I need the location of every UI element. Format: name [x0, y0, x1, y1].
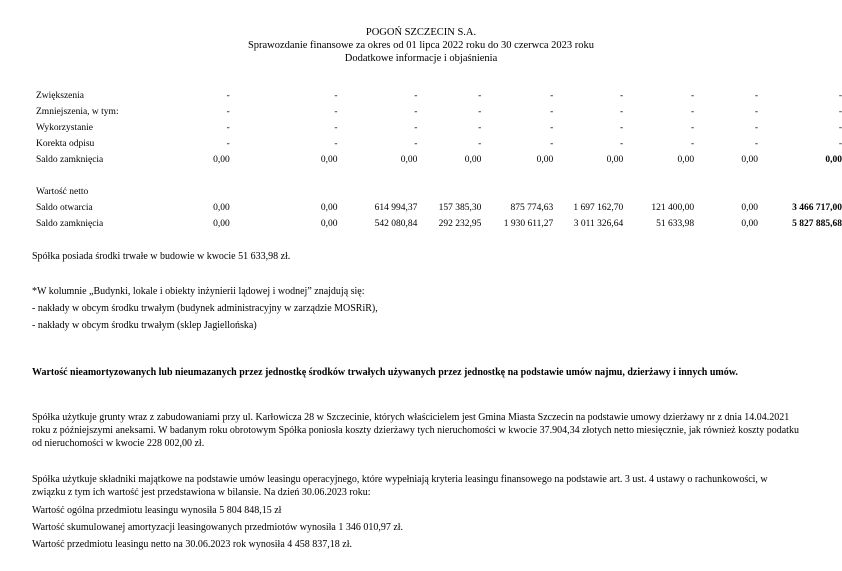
cell: - — [838, 123, 842, 133]
cell: 0,00 — [536, 155, 554, 165]
cell: 51 633,98 — [656, 219, 695, 229]
cell: - — [478, 107, 482, 117]
table-row — [30, 200, 842, 216]
footnote-item: - nakłady w obcym środku trwałym (budynek administracyjny w zarządzie MOSRiR), — [32, 303, 378, 314]
cell: 0,00 — [464, 155, 482, 165]
report-header — [0, 26, 842, 65]
report-title: Sprawozdanie finansowe za okres od 01 lipca 2022 roku do 30 czerwca 2023 roku — [247, 40, 595, 51]
row-label: Korekta odpisu — [36, 139, 95, 149]
cell: - — [550, 107, 554, 117]
cell: - — [690, 123, 695, 133]
cell: - — [754, 107, 759, 117]
section-title: Dodatkowe informacje i objaśnienia — [344, 53, 498, 64]
cell: 121 400,00 — [651, 203, 695, 213]
net-value-label: Wartość netto — [36, 187, 89, 197]
cell: - — [478, 139, 482, 149]
cell: 0,00 — [400, 155, 418, 165]
cell: - — [754, 123, 759, 133]
cell: - — [754, 91, 759, 101]
cell: - — [838, 91, 842, 101]
table-row — [30, 152, 842, 168]
lease-total-value: Wartość ogólna przedmiotu leasingu wynosiła 5 804 848,15 zł — [32, 505, 282, 516]
rows-top — [30, 88, 842, 232]
construction-note: Spółka posiada środki trwałe w budowie w kwocie 51 633,98 zł. — [32, 251, 291, 262]
cell: - — [620, 91, 624, 101]
cell: - — [690, 91, 695, 101]
cell: - — [334, 139, 338, 149]
cell: - — [414, 123, 418, 133]
cell: 0,00 — [606, 155, 624, 165]
cell: 0,00 — [213, 155, 230, 165]
cell: - — [550, 123, 554, 133]
cell: 3 011 326,64 — [573, 219, 624, 229]
cell: 0,00 — [320, 219, 338, 229]
cell: 614 994,37 — [374, 203, 418, 213]
cell: 0,00 — [677, 155, 695, 165]
lease-paragraph-1: Spółka użytkuje grunty wraz z zabudowaniami przy ul. Karłowicza 28 w Szczecinie, których właścicielem jest Gmina Miasta Szczecin na podstawie umowy dzierżawy nr z dnia 14.04.2021 roku z późniejszymi aneksami. W badanym roku obrotowym Spółka poniosła koszty dzierżawy tych nieruchomości w kwocie 37.904,34 złotych netto miesięcznie, jak również koszty podatku od nieruchomości w kwocie 228 002,00 zł. — [32, 412, 799, 449]
cell: - — [690, 107, 695, 117]
lease-net-value: Wartość przedmiotu leasingu netto na 30.06.2023 rok wynosiła 4 458 837,18 zł. — [32, 539, 352, 550]
cell: 1 697 162,70 — [573, 203, 624, 213]
cell: 292 232,95 — [438, 219, 482, 229]
cell: - — [334, 107, 338, 117]
table-row — [30, 104, 842, 120]
cell: 157 385,30 — [438, 203, 482, 213]
cell: 0,00 — [320, 203, 338, 213]
cell: - — [550, 91, 554, 101]
cell: - — [334, 91, 338, 101]
row-label: Saldo otwarcia — [36, 203, 93, 213]
footnote — [32, 283, 802, 334]
cell: - — [414, 107, 418, 117]
table-row — [30, 216, 842, 232]
cell-total: 0,00 — [825, 155, 842, 165]
row-label: Saldo zamknięcia — [36, 155, 104, 165]
lease-heading: Wartość nieamortyzowanych lub nieumazanych przez jednostkę środków trwałych używanych przez jednostkę na podstawie umów najmu, dzierżawy i innych umów. — [32, 367, 738, 378]
cell: - — [478, 123, 482, 133]
cell: 0,00 — [213, 203, 230, 213]
cell: - — [690, 139, 695, 149]
cell: - — [620, 107, 624, 117]
footnote-title: *W kolumnie „Budynki, lokale i obiekty inżynierii lądowej i wodnej” znajdują się: — [32, 286, 365, 297]
cell: 542 080,84 — [374, 219, 418, 229]
lease-values — [32, 502, 802, 553]
table-row — [30, 184, 842, 200]
cell: - — [620, 139, 624, 149]
cell: - — [334, 123, 338, 133]
cell: - — [620, 123, 624, 133]
cell: 0,00 — [741, 219, 759, 229]
row-label: Wykorzystanie — [36, 123, 93, 133]
cell: 1 930 611,27 — [503, 219, 554, 229]
footnote-item: - nakłady w obcym środku trwałym (sklep Jagiellońska) — [32, 320, 257, 331]
cell: - — [478, 91, 482, 101]
table-row — [30, 88, 842, 104]
cell: - — [226, 123, 230, 133]
company-name: POGOŃ SZCZECIN S.A. — [365, 27, 477, 38]
cell: 0,00 — [741, 155, 759, 165]
cell: - — [414, 139, 418, 149]
lease-depreciation: Wartość skumulowanej amortyzacji leasingowanych przedmiotów wynosiła 1 346 010,97 zł. — [32, 522, 404, 533]
cell: - — [838, 107, 842, 117]
cell: - — [226, 107, 230, 117]
cell: - — [550, 139, 554, 149]
cell-total: 5 827 885,68 — [792, 219, 842, 229]
cell: 0,00 — [320, 155, 338, 165]
spacer-row — [30, 168, 842, 184]
lease-paragraph-2: Spółka użytkuje składniki majątkowe na podstawie umów leasingu operacyjnego, które wypełniają kryteria leasingu finansowego na podstawie art. 3 ust. 4 ustawy o rachunkowości, w związku z tym ich wartość jest przedstawiona w bilansie. Na dzień 30.06.2023 roku: — [32, 474, 768, 498]
cell: - — [754, 139, 759, 149]
cell-total: 3 466 717,00 — [792, 203, 842, 213]
cell: - — [414, 91, 418, 101]
cell: 0,00 — [741, 203, 759, 213]
row-label: Zmniejszenia, w tym: — [36, 107, 119, 117]
cell: 875 774,63 — [510, 203, 554, 213]
fixed-assets-table — [30, 88, 842, 232]
table-row — [30, 136, 842, 152]
cell: - — [226, 139, 230, 149]
cell: 0,00 — [213, 219, 230, 229]
row-label: Saldo zamknięcia — [36, 219, 104, 229]
table-row — [30, 120, 842, 136]
cell: - — [226, 91, 230, 101]
cell: - — [838, 139, 842, 149]
row-label: Zwiększenia — [36, 91, 85, 101]
